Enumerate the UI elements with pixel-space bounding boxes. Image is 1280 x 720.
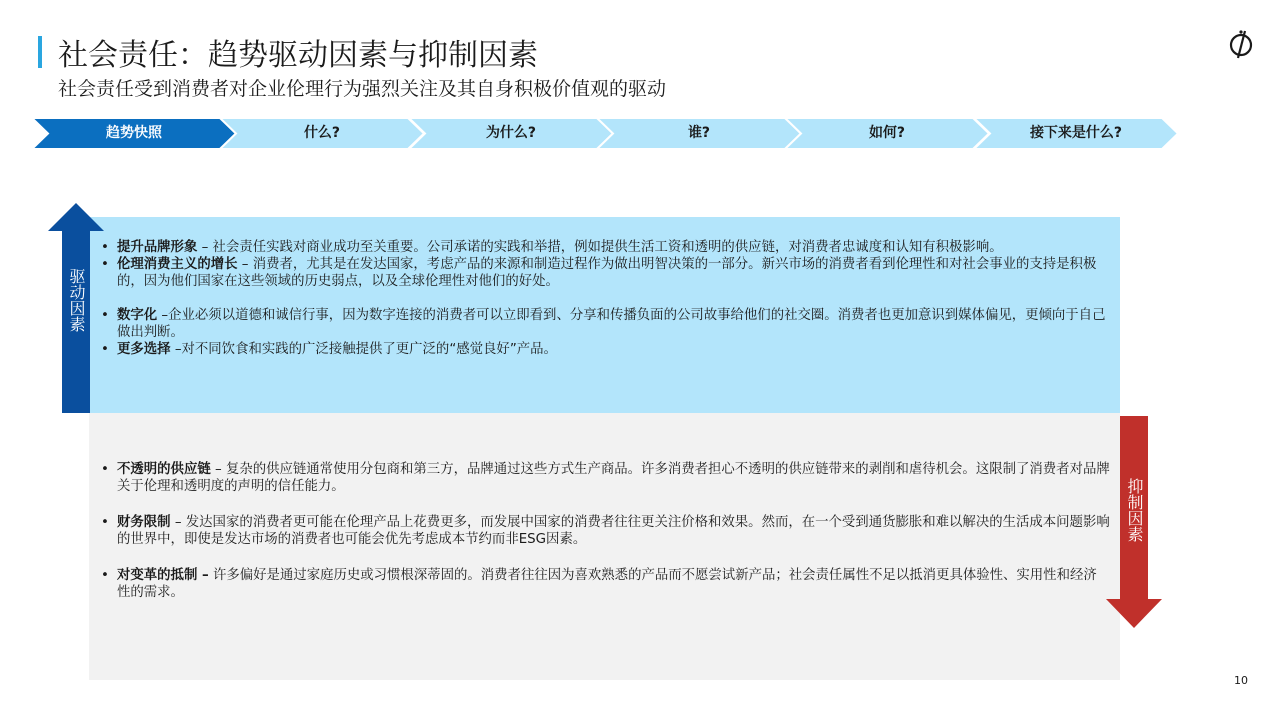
nav-item-label[interactable]: 趋势快照 [106,125,162,141]
bullet-heading: 对变革的抵制 – [117,568,209,583]
bullet-item [98,567,1110,601]
page-subtitle: 社会责任受到消费者对企业伦理行为强烈关注及其自身积极价值观的驱动 [58,78,667,100]
brand-logo-icon [1226,28,1256,60]
bullet-heading: 不透明的供应链 [117,462,211,477]
nav-item-label[interactable]: 什么? [303,125,341,141]
nav-item-label[interactable]: 如何? [868,125,906,141]
drivers-label: 驱动因素 [67,268,86,332]
bullet-item [98,461,1110,495]
bullet-text: – 发达国家的消费者更可能在伦理产品上花费更多，而发展中国家的消费者往往更关注价格和效果。然而，在一个受到通货膨胀和难以解决的生活成本问题影响的世界中，即使是发达市场的消费者也可能会优先考虑成本节约而非ESG因素。 [117,515,1110,547]
section-nav [32,118,1178,149]
bullet-text: 许多偏好是通过家庭历史或习惯根深蒂固的。消费者往往因为喜欢熟悉的产品而不愿尝试新产品；社会责任属性不足以抵消更具体验性、实用性和经济性的需求。 [117,568,1097,600]
inhibitors-label: 抑制因素 [1125,478,1144,542]
bullet-item [98,514,1110,548]
bullet-item [98,307,1116,341]
bullet-heading: 数字化 [117,308,158,323]
drivers-list [98,239,1116,358]
bullet-text: –企业必须以道德和诚信行事，因为数字连接的消费者可以立即看到、分享和传播负面的公司故事给他们的社交圈。消费者也更加意识到媒体偏见，更倾向于自己做出判断。 [117,308,1106,340]
bullet-heading: 财务限制 [117,515,171,530]
inhibitors-list [98,461,1110,601]
nav-item-label[interactable]: 接下来是什么? [1029,125,1123,141]
bullet-heading: 提升品牌形象 [117,240,198,255]
bullet-heading: 更多选择 [117,342,171,357]
page-title: 社会责任：趋势驱动因素与抑制因素 [58,38,538,73]
title-accent-bar [38,36,42,68]
bullet-item [98,239,1116,256]
nav-item-label[interactable]: 为什么? [485,125,537,141]
bullet-text: – 复杂的供应链通常使用分包商和第三方，品牌通过这些方式生产商品。许多消费者担心不透明的供应链带来的剥削和虐待机会。这限制了消费者对品牌关于伦理和透明度的声明的信任能力。 [117,462,1110,494]
bullet-text: – 消费者，尤其是在发达国家，考虑产品的来源和制造过程作为做出明智决策的一部分。新兴市场的消费者看到伦理性和对社会事业的支持是积极的，因为他们国家在这些领域的历史弱点，以及全球伦理性对他们的好处。 [117,257,1097,289]
bullet-item [98,341,1116,358]
bullet-item [98,256,1116,290]
bullet-heading: 伦理消费主义的增长 [117,257,238,272]
page-number: 10 [1234,674,1248,687]
bullet-text: –对不同饮食和实践的广泛接触提供了更广泛的“感觉良好”产品。 [170,342,557,357]
nav-item-label[interactable]: 谁? [687,125,711,141]
bullet-text: – 社会责任实践对商业成功至关重要。公司承诺的实践和举措，例如提供生活工资和透明的供应链，对消费者忠诚度和认知有积极影响。 [197,240,1003,255]
